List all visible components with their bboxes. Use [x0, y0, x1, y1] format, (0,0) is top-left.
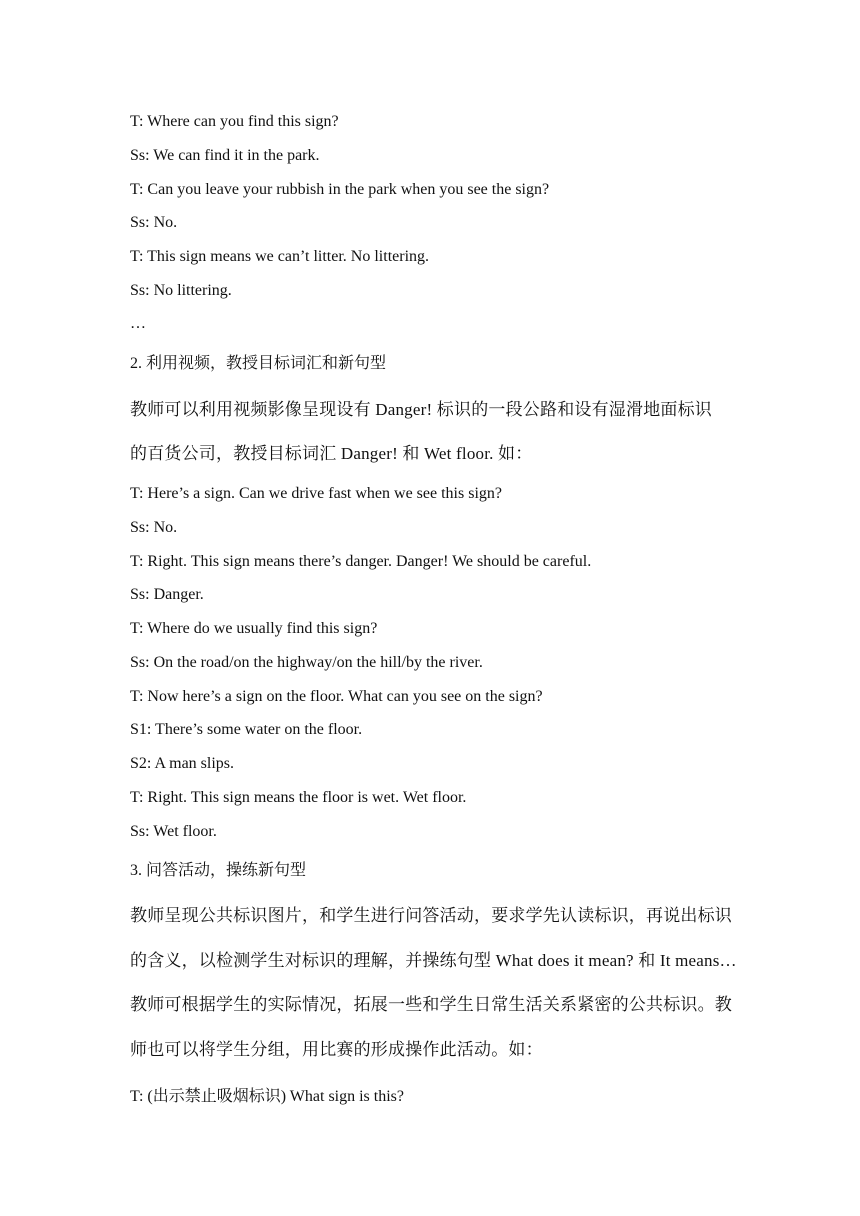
- dialogue-line: T: Right. This sign means the floor is wet. Wet floor.: [130, 789, 467, 806]
- paragraph-line: 教师可根据学生的实际情况，拓展一些和学生日常生活关系紧密的公共标识。教: [130, 995, 732, 1014]
- dialogue-line: Ss: No littering.: [130, 282, 232, 299]
- dialogue-line: T: Can you leave your rubbish in the park when you see the sign?: [130, 181, 550, 198]
- dialogue-line: Ss: Wet floor.: [130, 823, 217, 840]
- dialogue-line: T: Where can you find this sign?: [130, 113, 339, 130]
- paragraph-line: 的百货公司，教授目标词汇 Danger! 和 Wet floor. 如：: [130, 444, 533, 463]
- paragraph-line: 师也可以将学生分组，用比赛的形成操作此活动。如：: [130, 1040, 543, 1059]
- dialogue-line: S1: There’s some water on the floor.: [130, 721, 363, 738]
- dialogue-line: Ss: We can find it in the park.: [130, 147, 320, 164]
- dialogue-line: T: Right. This sign means there’s danger. Danger! We should be careful.: [130, 553, 592, 570]
- paragraph-line: 的含义，以检测学生对标识的理解，并操练句型 What does it mean? 和 It means…: [130, 951, 737, 970]
- dialogue-line: T: (出示禁止吸烟标识) What sign is this?: [130, 1088, 405, 1105]
- dialogue-line: S2: A man slips.: [130, 755, 235, 772]
- dialogue-line: T: Where do we usually find this sign?: [130, 620, 378, 637]
- paragraph-line: 教师可以利用视频影像呈现设有 Danger! 标识的一段公路和设有湿滑地面标识: [130, 400, 712, 419]
- dialogue-line: Ss: Danger.: [130, 586, 204, 603]
- section-heading-3: 3. 问答活动，操练新句型: [130, 862, 307, 879]
- paragraph-line: 教师呈现公共标识图片，和学生进行问答活动，要求学先认读标识，再说出标识: [130, 906, 732, 925]
- dialogue-line: T: Here’s a sign. Can we drive fast when we see this sign?: [130, 485, 502, 502]
- dialogue-line: Ss: On the road/on the highway/on the hill/by the river.: [130, 654, 483, 671]
- section-heading-2: 2. 利用视频，教授目标词汇和新句型: [130, 355, 387, 372]
- dialogue-line: T: This sign means we can’t litter. No littering.: [130, 248, 430, 265]
- ellipsis-line: …: [130, 315, 146, 332]
- dialogue-line: Ss: No.: [130, 214, 178, 231]
- dialogue-line: Ss: No.: [130, 519, 178, 536]
- dialogue-line: T: Now here’s a sign on the floor. What can you see on the sign?: [130, 688, 543, 705]
